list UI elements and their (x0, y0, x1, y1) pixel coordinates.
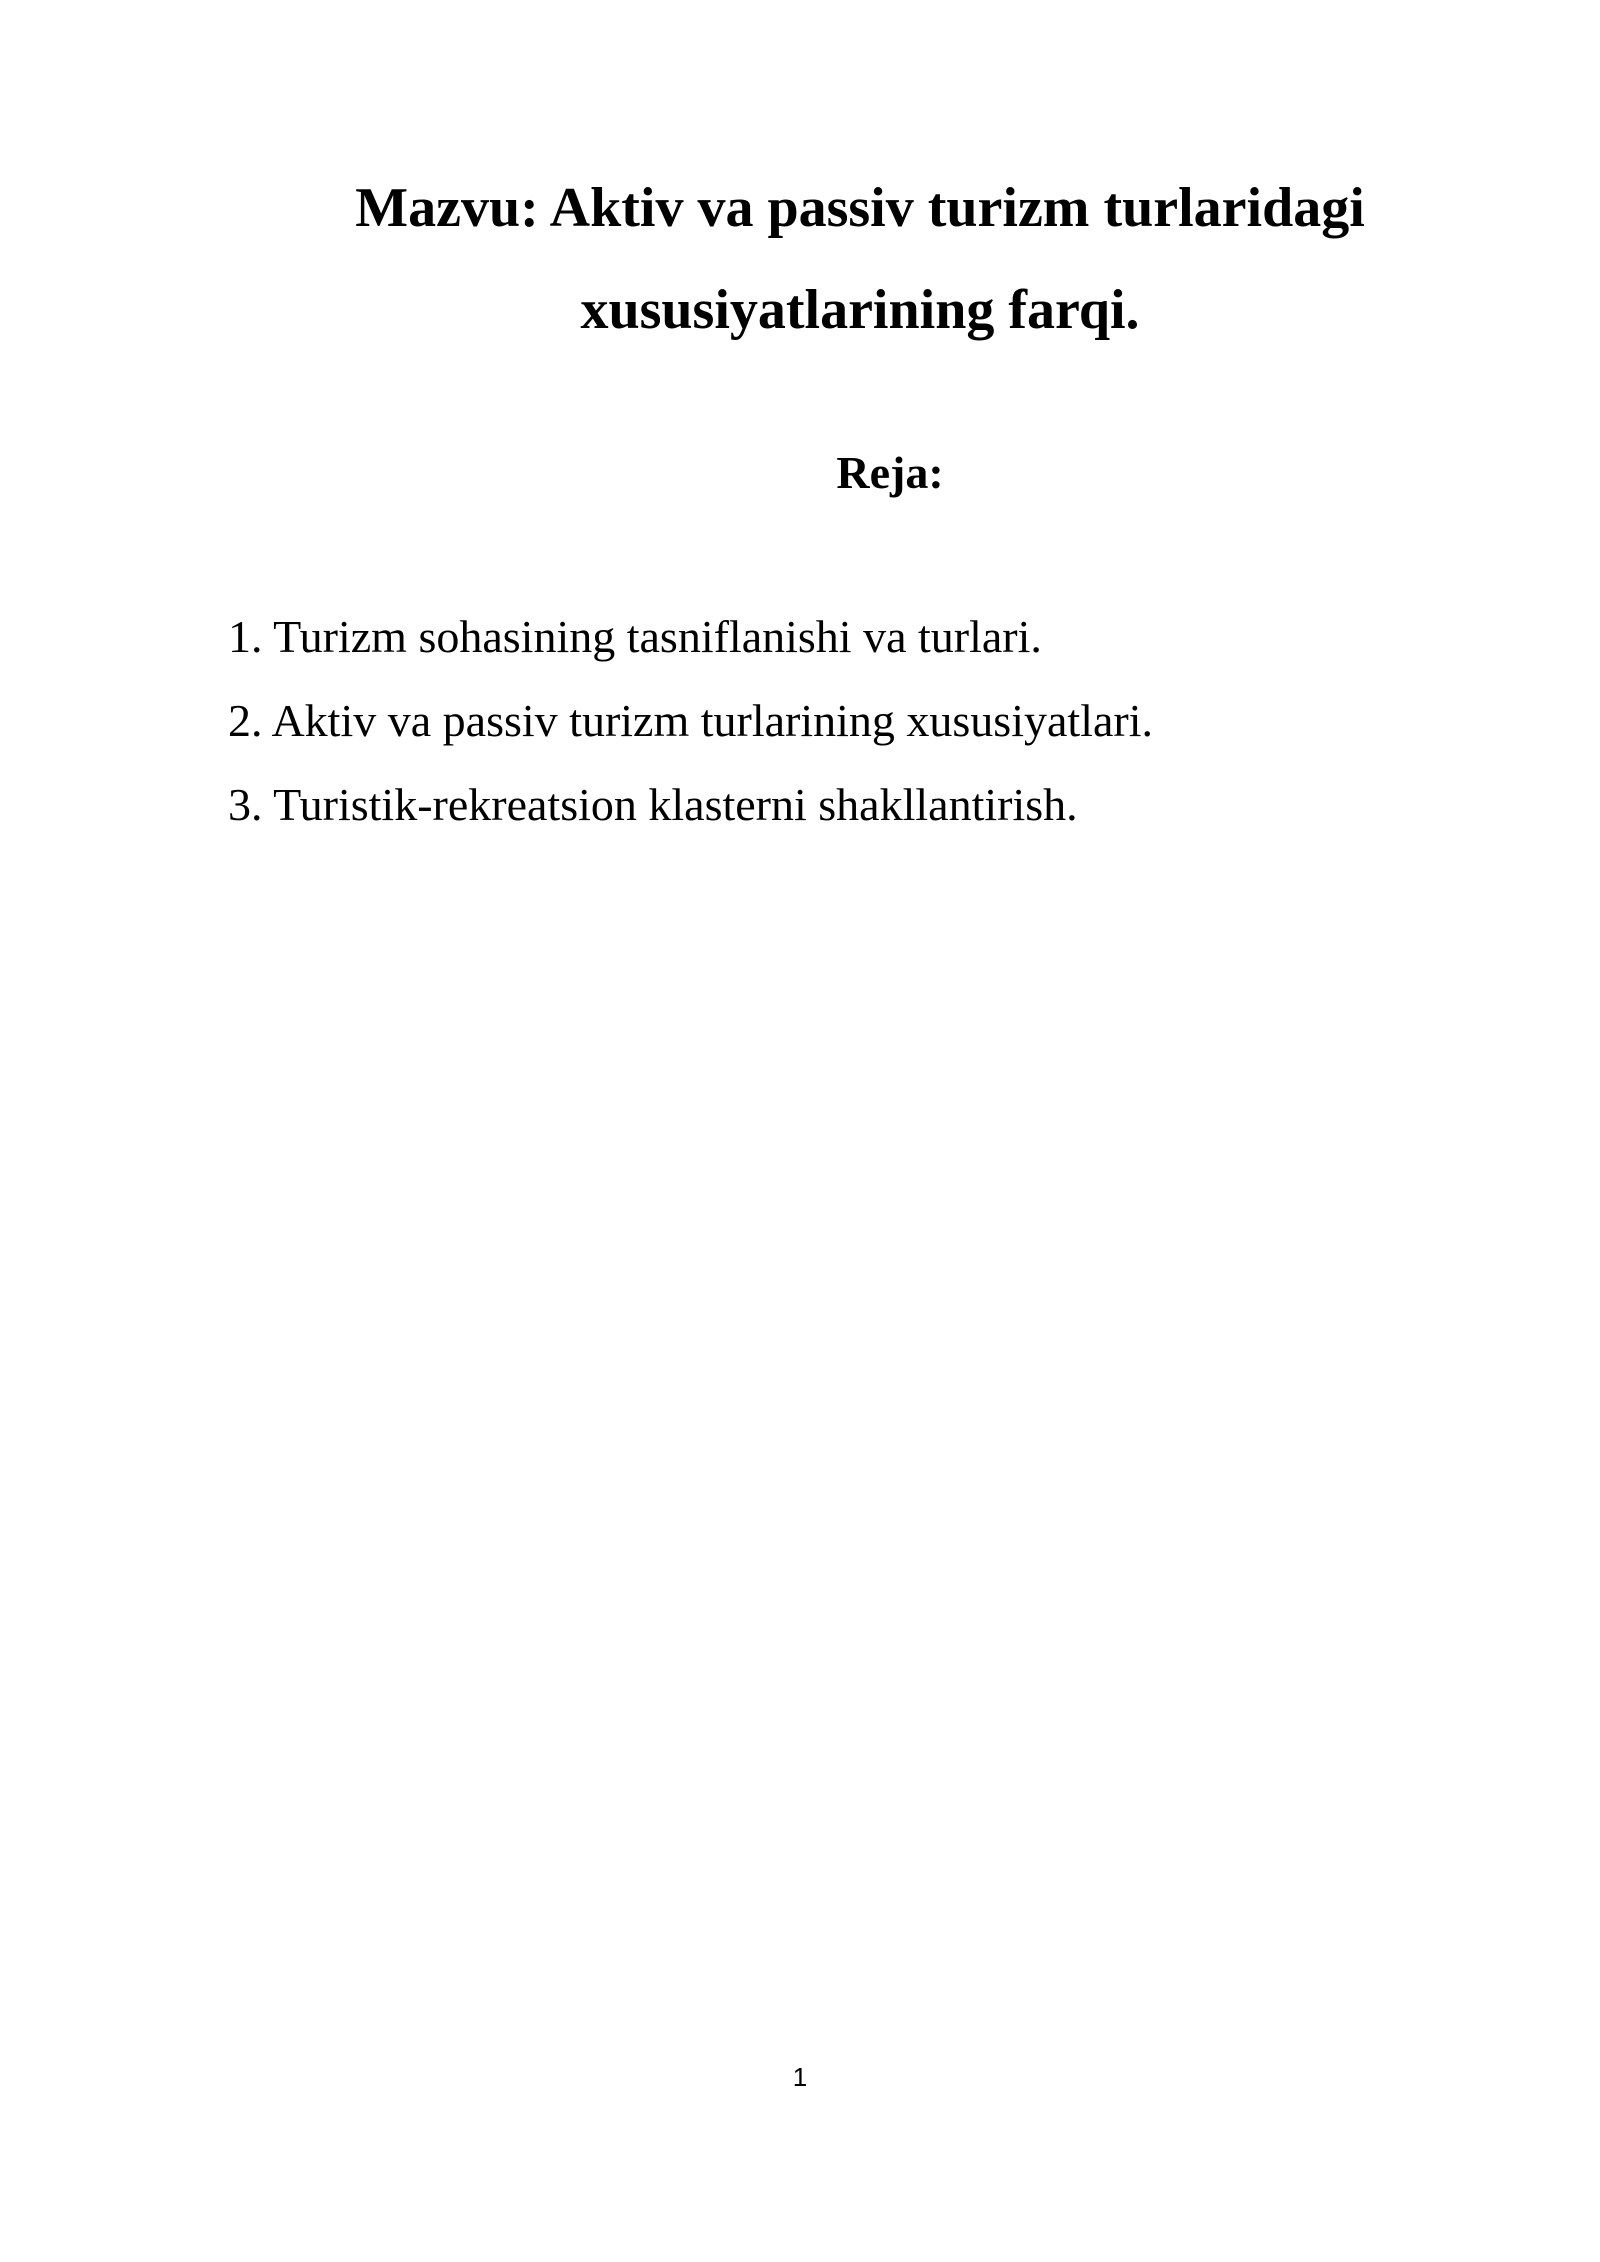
page-number: 1 (792, 2062, 808, 2092)
plan-item-1: 1. Turizm sohasining tasniflanishi va turlari. (228, 611, 1042, 662)
plan-item-2: 2. Aktiv va passiv turizm turlarining xususiyatlari. (228, 695, 1153, 746)
plan-heading: Reja: (836, 447, 944, 498)
document-title-line-2: xususiyatlarining farqi. (580, 279, 1140, 341)
plan-list (228, 611, 1153, 866)
plan-item-3: 3. Turistik-rekreatsion klasterni shakllantirish. (228, 779, 1078, 830)
document-title-line-1: Mazvu: Aktiv va passiv turizm turlaridagi (355, 177, 1365, 239)
